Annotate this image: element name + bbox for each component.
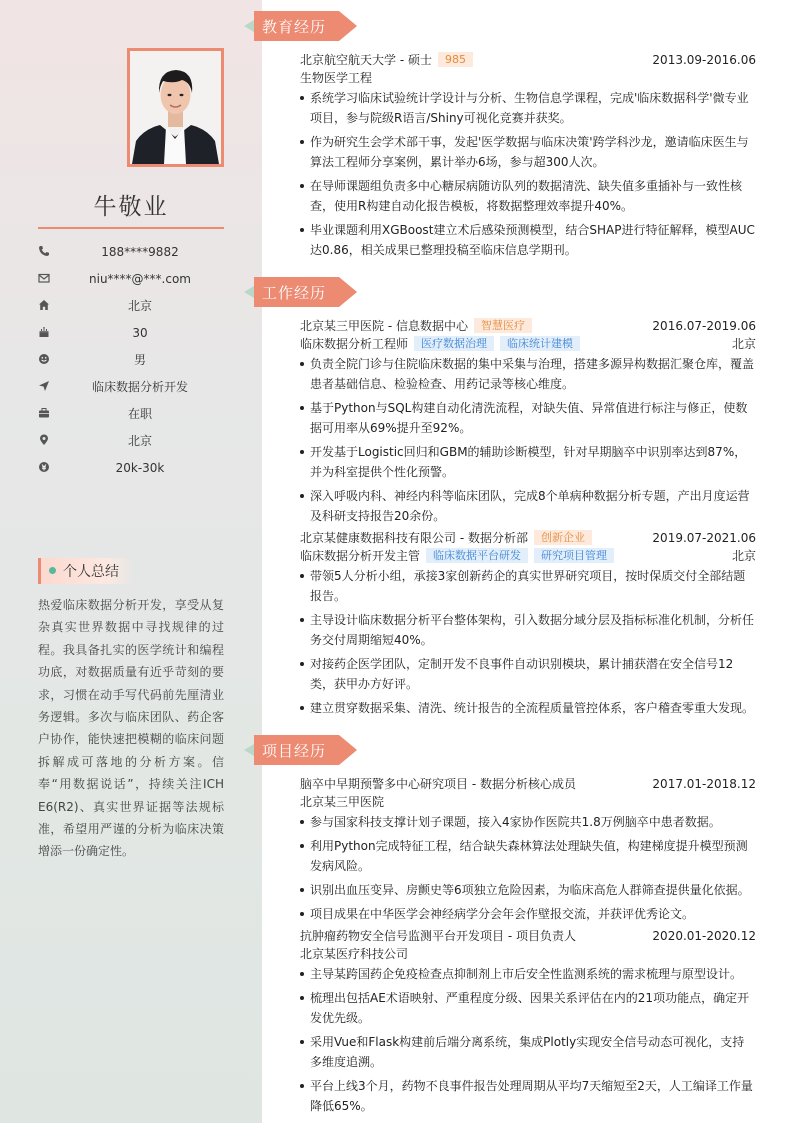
age-value: 30	[132, 326, 148, 340]
info-job-target	[38, 378, 224, 396]
location-value: 北京	[127, 299, 152, 313]
project-entry-header	[300, 775, 756, 793]
summary-title: 个人总结	[63, 564, 119, 580]
send-icon	[38, 380, 50, 392]
briefcase-icon	[38, 407, 50, 419]
info-salary	[38, 459, 224, 477]
sidebar	[0, 0, 262, 1123]
coin-icon	[38, 461, 50, 473]
project-bullet: 平台上线3个月，药物不良事件报告处理周期从平均7天缩短至2天，人工编译工作量降低65%。	[300, 1076, 756, 1116]
project-bullet: 参与国家科技支撑计划子课题，接入4家协作医院共1.8万例脑卒中患者数据。	[300, 812, 756, 832]
project-date: 2020.01-2020.12	[652, 929, 756, 943]
work-bullet: 深入呼吸内科、神经内科等临床团队，完成8个单病种数据分析专题，产出月度运营及科研支持报告20余份。	[300, 486, 756, 526]
phone-icon	[38, 245, 50, 257]
cake-icon	[38, 326, 50, 338]
role-tag: 研究项目管理	[534, 548, 614, 563]
project-bullet: 梳理出包括AE术语映射、严重程度分级、因果关系评估在内的21项功能点，确定开发优先级。	[300, 988, 756, 1028]
project-bullet: 利用Python完成特征工程，结合缺失森林算法处理缺失值，构建梯度提升模型预测发病风险。	[300, 836, 756, 876]
smile-icon	[38, 353, 50, 365]
city-value: 北京	[127, 434, 152, 448]
summary-dot-icon	[49, 567, 56, 574]
work-bullet: 基于Python与SQL构建自动化清洗流程，对缺失值、异常值进行标注与修正，使数据可用率从69%提升至92%。	[300, 398, 756, 438]
mail-icon	[38, 272, 50, 284]
project-section-header	[244, 735, 357, 765]
avatar-photo	[127, 48, 224, 167]
work-role: 临床数据分析开发主管	[300, 549, 421, 563]
work-bullet: 建立贯穿数据采集、清洗、统计报告的全流程质量管控体系，客户稽查零重大发现。	[300, 698, 756, 718]
project-bullet: 识别出血压变异、房颤史等6项独立危险因素，为临床高危人群筛查提供量化依据。	[300, 880, 756, 900]
work-bullet: 对接药企医学团队，定制开发不良事件自动识别模块，累计捕获潜在安全信号12类，获甲办方好评。	[300, 654, 756, 694]
work-company: 北京某三甲医院 - 信息数据中心	[300, 319, 468, 333]
info-phone	[38, 243, 224, 261]
project-section-title: 项目经历	[262, 742, 327, 760]
info-status	[38, 405, 224, 423]
project-name: 脑卒中早期预警多中心研究项目 - 数据分析核心成员	[300, 777, 576, 791]
info-email	[38, 270, 224, 288]
work-city: 北京	[731, 337, 756, 351]
education-major: 生物医学工程	[300, 71, 373, 85]
work-date: 2016.07-2019.06	[652, 319, 756, 333]
company-tag: 创新企业	[534, 530, 592, 545]
home-icon	[38, 299, 50, 311]
status-value: 在职	[127, 407, 152, 421]
gender-value: 男	[133, 353, 146, 367]
role-tag: 临床统计建模	[500, 336, 580, 351]
education-bullet: 毕业课题利用XGBoost建立术后感染预测模型，结合SHAP进行特征解释，模型AUC达0.86，相关成果已整理投稿至临床信息学期刊。	[300, 220, 756, 260]
education-section-title: 教育经历	[262, 18, 327, 36]
work-section-title: 工作经历	[262, 284, 327, 302]
role-tag: 临床数据平台研发	[426, 548, 528, 563]
project-org: 北京某医疗科技公司	[300, 947, 409, 961]
education-section-header	[244, 11, 357, 41]
work-date: 2019.07-2021.06	[652, 531, 756, 545]
work-entry-header	[300, 317, 756, 335]
education-bullet: 系统学习临床试验统计学设计与分析、生物信息学课程，完成'临床数据科学'微专业项目，参与院级R语言/Shiny可视化竞赛并获奖。	[300, 88, 756, 128]
candidate-name: 牛敬业	[93, 194, 169, 220]
project-org-row	[300, 945, 756, 963]
job-target-value: 临床数据分析开发	[91, 380, 188, 394]
email-value: niu****@***.com	[89, 272, 191, 286]
name-divider	[38, 227, 224, 229]
info-city	[38, 432, 224, 450]
work-city: 北京	[731, 549, 756, 563]
company-tag: 智慧医疗	[474, 318, 532, 333]
project-date: 2017.01-2018.12	[652, 777, 756, 791]
work-role-row	[300, 547, 756, 565]
work-company: 北京某健康数据科技有限公司 - 数据分析部	[300, 531, 528, 545]
project-org: 北京某三甲医院	[300, 795, 385, 809]
info-location	[38, 297, 224, 315]
project-bullet: 采用Vue和Flask构建前后端分离系统，集成Plotly实现安全信号动态可视化，支持多维度追溯。	[300, 1032, 756, 1072]
project-org-row	[300, 793, 756, 811]
work-bullet: 带领5人分析小组，承接3家创新药企的真实世界研究项目，按时保质交付全部结题报告。	[300, 566, 756, 606]
work-bullet: 开发基于Logistic回归和GBM的辅助诊断模型，针对早期脑卒中识别率达到87%，并为科室提供个性化预警。	[300, 442, 756, 482]
work-bullet: 负责全院门诊与住院临床数据的集中采集与治理，搭建多源异构数据汇聚仓库，覆盖患者基础信息、检验检查、用药记录等核心维度。	[300, 354, 756, 394]
role-tag: 医疗数据治理	[414, 336, 494, 351]
location-icon	[38, 434, 50, 446]
summary-heading	[38, 558, 134, 584]
education-date: 2013.09-2016.06	[652, 53, 756, 67]
education-major-row	[300, 69, 756, 87]
work-role: 临床数据分析工程师	[300, 337, 409, 351]
info-gender	[38, 351, 224, 369]
project-bullet: 项目成果在中华医学会神经病学分会年会作壁报交流，并获评优秀论文。	[300, 904, 756, 924]
project-name: 抗肿瘤药物安全信号监测平台开发项目 - 项目负责人	[300, 929, 576, 943]
education-school: 北京航空航天大学 - 硕士	[300, 53, 432, 67]
education-entry-header	[300, 51, 756, 69]
info-age	[38, 324, 224, 342]
project-entry-header	[300, 927, 756, 945]
work-section-header	[244, 277, 357, 307]
salary-value: 20k-30k	[115, 461, 165, 475]
education-bullet: 在导师课题组负责多中心糖尿病随访队列的数据清洗、缺失值多重插补与一致性核查，使用R构建自动化报告模板，将数据整理效率提升40%。	[300, 176, 756, 216]
work-entry-header	[300, 529, 756, 547]
work-role-row	[300, 335, 756, 353]
project-bullet: 主导某跨国药企免疫检查点抑制剂上市后安全性监测系统的需求梳理与原型设计。	[300, 964, 756, 984]
summary-text: 热爱临床数据分析开发，享受从复杂真实世界数据中寻找规律的过程。我具备扎实的医学统计和编程功底，对数据质量有近乎苛刻的要求，习惯在动手写代码前先厘清业务逻辑。多次与临床团队、药企客户协作，能快速把模糊的临床问题拆解成可落地的分析方案。信奉“用数据说话”，持续关注ICH E6(R2)、真实世界证据等法规标准，希望用严谨的分析为临床决策增添一份确定性。	[38, 598, 224, 859]
work-bullet: 主导设计临床数据分析平台整体架构，引入数据分域分层及指标标准化机制，分析任务交付周期缩短40%。	[300, 610, 756, 650]
phone-value: 188****9882	[101, 245, 179, 259]
education-tag: 985	[438, 52, 473, 67]
education-bullet: 作为研究生会学术部干事，发起'医学数据与临床决策'跨学科沙龙，邀请临床医生与算法工程师分享案例，累计举办6场，参与超300人次。	[300, 132, 756, 172]
